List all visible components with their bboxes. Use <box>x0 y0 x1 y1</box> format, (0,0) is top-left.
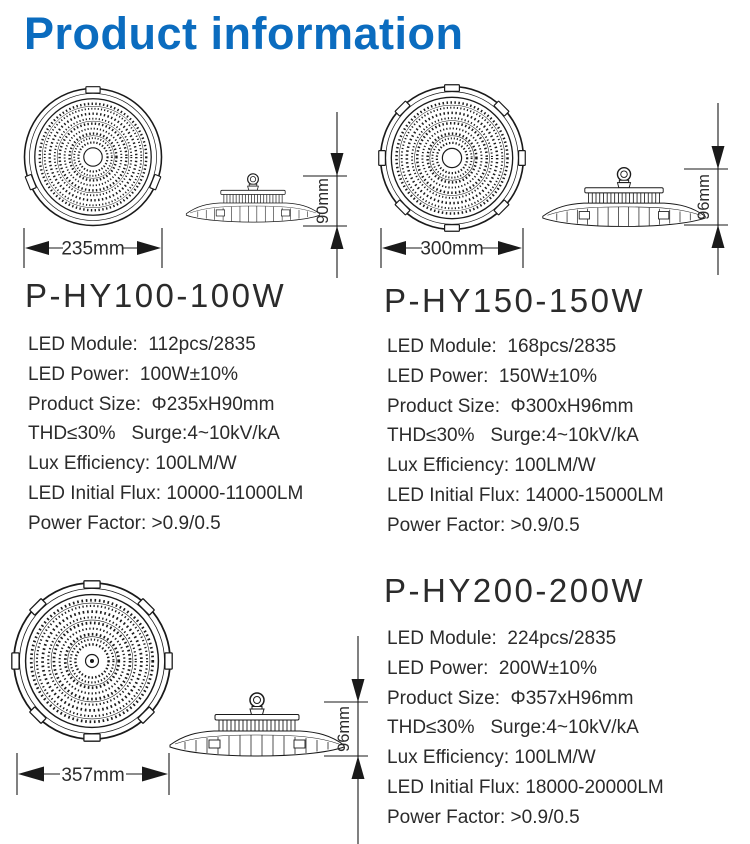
spec-list <box>28 330 303 539</box>
diameter-label: 357mm <box>61 765 125 786</box>
spec-lux-efficiency: Lux Efficiency: 100LM/W <box>387 455 596 477</box>
spec-list <box>387 332 664 541</box>
center-hole <box>80 649 104 673</box>
diameter-label: 235mm <box>61 238 125 260</box>
height-label: 90mm <box>314 178 332 224</box>
spec-lux-efficiency: Lux Efficiency: 100LM/W <box>387 747 596 769</box>
spec-led-module: LED Module: 168pcs/2835 <box>387 336 617 357</box>
spec-lux-efficiency: Lux Efficiency: 100LM/W <box>28 453 237 475</box>
spec-thd-surge: THD≤30% Surge:4~10kV/kA <box>387 425 639 447</box>
spec-initial-flux: LED Initial Flux: 18000-20000LM <box>387 776 664 798</box>
topview-drawing-100w <box>22 86 164 228</box>
product-name: P-HY150-150W <box>384 282 646 319</box>
height-label: 96mm <box>695 174 713 220</box>
diameter-label: 300mm <box>420 238 484 260</box>
spec-led-module: LED Module: 112pcs/2835 <box>28 334 256 355</box>
spec-initial-flux: LED Initial Flux: 10000-11000LM <box>28 482 304 504</box>
spec-product-size: Product Size: Φ235xH90mm <box>28 393 275 415</box>
product-name: P-HY200-200W <box>384 572 646 609</box>
spec-power-factor: Power Factor: >0.9/0.5 <box>28 512 221 534</box>
spec-list <box>387 624 664 833</box>
topview-drawing-200w <box>11 580 173 742</box>
sideview-drawing-150w <box>540 163 708 233</box>
product-name: P-HY100-100W <box>25 277 287 314</box>
height-label: 96mm <box>335 706 353 752</box>
spec-led-power: LED Power: 100W±10% <box>28 363 239 385</box>
spec-thd-surge: THD≤30% Surge:4~10kV/kA <box>387 717 639 739</box>
topview-drawing-150w <box>378 84 526 232</box>
height-dimension-150w <box>684 103 732 275</box>
diameter-dimension-100w <box>23 228 163 268</box>
spec-product-size: Product Size: Φ357xH96mm <box>387 687 634 709</box>
height-dimension-100w <box>303 112 351 278</box>
spec-product-size: Product Size: Φ300xH96mm <box>387 395 634 417</box>
spec-led-power: LED Power: 200W±10% <box>387 657 598 679</box>
height-dimension-200w <box>324 636 372 844</box>
spec-led-module: LED Module: 224pcs/2835 <box>387 628 617 649</box>
diameter-dimension-150w <box>380 228 524 268</box>
page-title: Product information <box>24 8 464 59</box>
spec-led-power: LED Power: 150W±10% <box>387 365 598 387</box>
sideview-drawing-200w <box>167 688 347 763</box>
diameter-dimension-200w <box>16 753 170 795</box>
spec-power-factor: Power Factor: >0.9/0.5 <box>387 514 580 536</box>
sideview-drawing-100w <box>184 170 322 228</box>
spec-thd-surge: THD≤30% Surge:4~10kV/kA <box>28 423 280 445</box>
spec-initial-flux: LED Initial Flux: 14000-15000LM <box>387 484 664 506</box>
spec-power-factor: Power Factor: >0.9/0.5 <box>387 806 580 828</box>
